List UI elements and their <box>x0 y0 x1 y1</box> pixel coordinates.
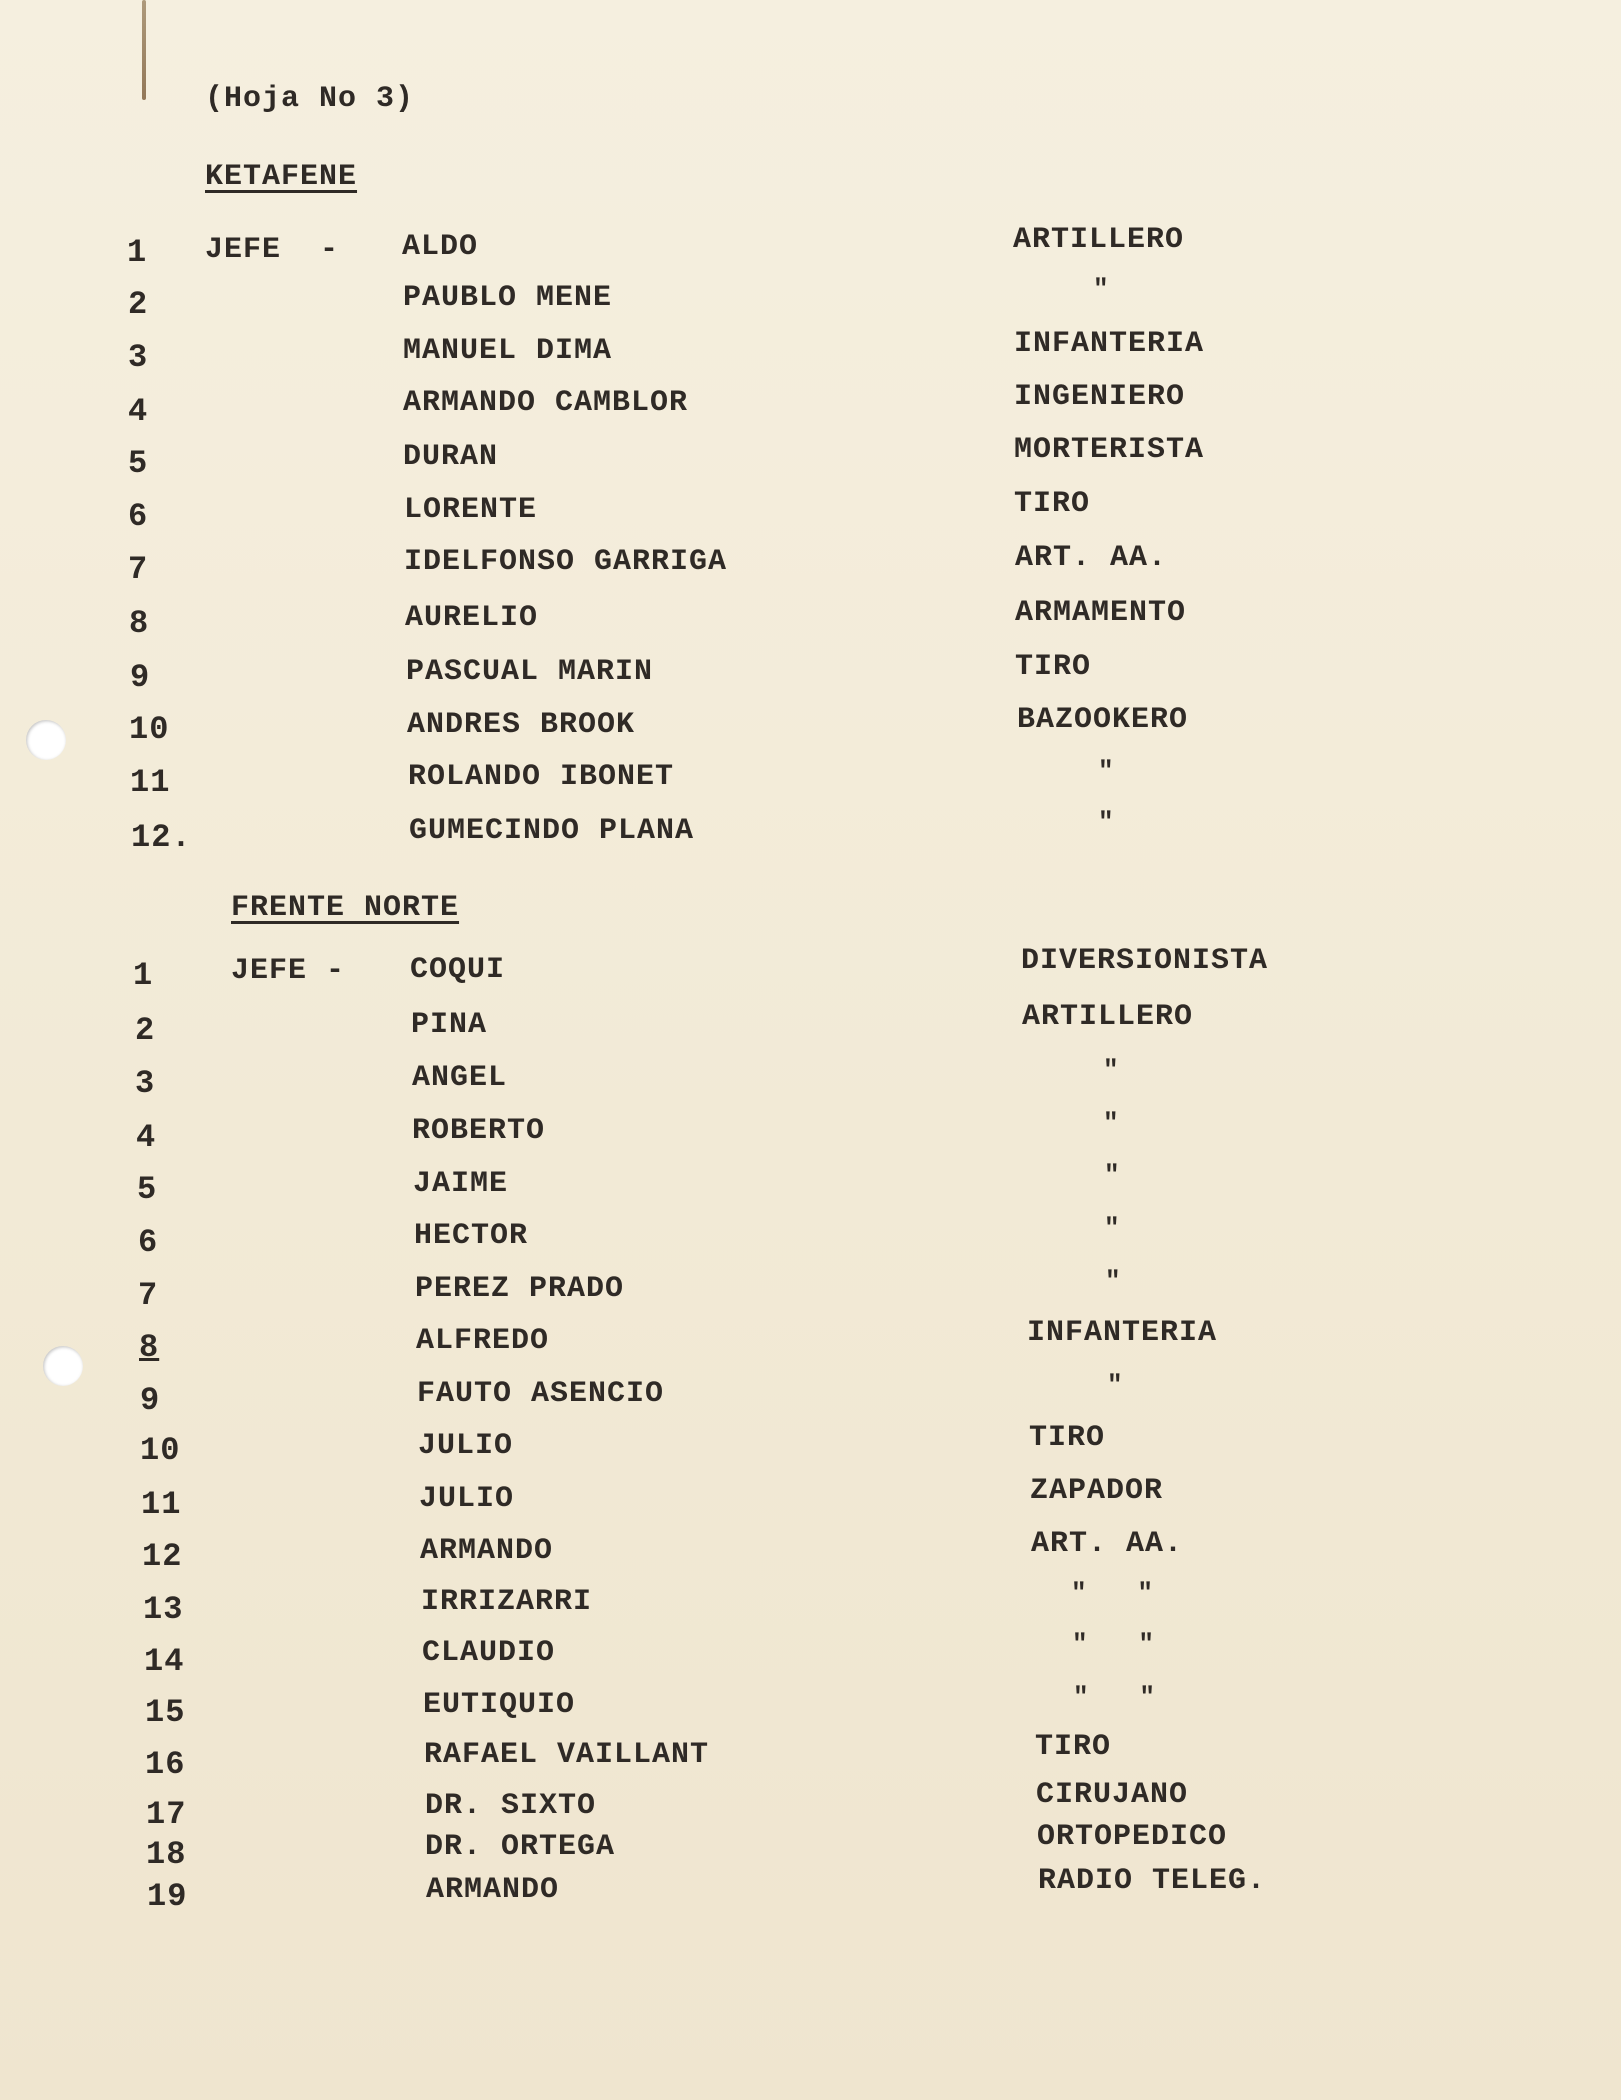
member-role-ditto: " " <box>1073 1682 1157 1712</box>
member-role: TIRO <box>1014 487 1091 521</box>
row-number: 7 <box>138 1277 159 1314</box>
member-name: ANGEL <box>412 1061 508 1095</box>
member-name: AURELIO <box>405 601 539 635</box>
member-role: ARTILLERO <box>1013 223 1185 257</box>
member-name: IRRIZARRI <box>421 1585 593 1619</box>
punch-hole-top <box>26 720 66 760</box>
member-role-ditto: " <box>1104 1160 1121 1190</box>
row-number: 3 <box>135 1065 156 1102</box>
member-role: TIRO <box>1029 1421 1106 1455</box>
member-name: ARMANDO CAMBLOR <box>403 386 689 420</box>
member-role: INFANTERIA <box>1014 327 1205 361</box>
member-name: MANUEL DIMA <box>403 334 613 368</box>
row-number: 11 <box>141 1486 182 1523</box>
member-role: TIRO <box>1035 1730 1112 1764</box>
member-name: RAFAEL VAILLANT <box>424 1738 710 1772</box>
chief-label-ketafene: JEFE <box>205 233 282 267</box>
member-name: FAUTO ASENCIO <box>417 1377 665 1411</box>
member-name: COQUI <box>410 953 506 987</box>
member-name: GUMECINDO PLANA <box>409 814 695 848</box>
row-number: 5 <box>137 1171 158 1208</box>
row-number: 1 <box>127 234 148 271</box>
chief-label-frente-norte: JEFE - <box>231 954 346 988</box>
row-number: 15 <box>145 1694 186 1731</box>
row-number: 19 <box>147 1878 188 1915</box>
member-name: PAUBLO MENE <box>403 281 613 315</box>
member-name: LORENTE <box>404 493 538 527</box>
member-name: DR. SIXTO <box>425 1789 597 1823</box>
row-number: 13 <box>143 1591 184 1628</box>
member-role-ditto: " <box>1098 756 1115 786</box>
row-number: 6 <box>128 498 149 535</box>
member-role: BAZOOKERO <box>1017 703 1189 737</box>
member-role: RADIO TELEG. <box>1038 1864 1267 1898</box>
member-name: ROLANDO IBONET <box>408 760 675 794</box>
row-number: 9 <box>140 1382 161 1419</box>
member-role-ditto: " " <box>1071 1578 1155 1608</box>
member-role-ditto: " <box>1107 1370 1124 1400</box>
member-role: ZAPADOR <box>1030 1474 1164 1508</box>
row-number: 7 <box>128 551 149 588</box>
row-number: 8 <box>139 1329 160 1366</box>
section-heading-ketafene: KETAFENE <box>205 160 358 194</box>
member-name: ARMANDO <box>420 1534 554 1568</box>
member-name: DR. ORTEGA <box>425 1830 616 1864</box>
member-name: JULIO <box>419 1482 515 1516</box>
member-role-ditto: " <box>1104 1213 1121 1243</box>
row-number: 1 <box>133 957 154 994</box>
member-role: MORTERISTA <box>1014 433 1205 467</box>
member-name: PASCUAL MARIN <box>406 655 654 689</box>
member-role-ditto: " <box>1093 274 1110 304</box>
member-role-ditto: " <box>1103 1108 1120 1138</box>
member-name: JAIME <box>413 1167 509 1201</box>
row-number: 17 <box>146 1796 187 1833</box>
staple-mark <box>142 0 146 100</box>
member-role-ditto: " <box>1098 807 1115 837</box>
row-number: 4 <box>128 393 149 430</box>
section-heading-frente-norte: FRENTE NORTE <box>231 891 460 925</box>
member-role: ORTOPEDICO <box>1037 1820 1228 1854</box>
row-number: 11 <box>130 764 171 801</box>
chief-dash-ketafene: - <box>320 233 340 267</box>
row-number: 2 <box>128 286 149 323</box>
row-number: 4 <box>136 1119 157 1156</box>
row-number: 18 <box>146 1836 187 1873</box>
member-name: ANDRES BROOK <box>407 708 636 742</box>
row-number: 12. <box>131 819 192 856</box>
member-name: JULIO <box>418 1429 514 1463</box>
member-name: ROBERTO <box>412 1114 546 1148</box>
row-number: 3 <box>128 339 149 376</box>
member-name: ALFREDO <box>416 1324 550 1358</box>
member-name: ARMANDO <box>426 1873 560 1907</box>
row-number: 5 <box>128 445 149 482</box>
member-role: ART. AA. <box>1015 541 1168 575</box>
member-role: INGENIERO <box>1014 380 1186 414</box>
member-name: PINA <box>411 1008 488 1042</box>
member-role: TIRO <box>1015 650 1092 684</box>
row-number: 2 <box>135 1012 156 1049</box>
row-number: 14 <box>144 1643 185 1680</box>
member-role: DIVERSIONISTA <box>1021 944 1269 978</box>
member-role: ARTILLERO <box>1022 1000 1194 1034</box>
member-role: ARMAMENTO <box>1015 596 1187 630</box>
sheet-label: (Hoja No 3) <box>205 82 415 116</box>
member-name: EUTIQUIO <box>423 1688 576 1722</box>
row-number: 16 <box>145 1746 186 1783</box>
row-number: 9 <box>130 659 151 696</box>
member-name: IDELFONSO GARRIGA <box>404 545 728 579</box>
member-name: CLAUDIO <box>422 1636 556 1670</box>
member-name: DURAN <box>403 440 499 474</box>
row-number: 6 <box>138 1224 159 1261</box>
member-role-ditto: " " <box>1072 1629 1156 1659</box>
row-number: 10 <box>140 1432 181 1469</box>
row-number: 10 <box>129 711 170 748</box>
member-role: CIRUJANO <box>1036 1778 1189 1812</box>
row-number: 12 <box>142 1538 183 1575</box>
member-role-ditto: " <box>1105 1266 1122 1296</box>
member-role: ART. AA. <box>1031 1527 1184 1561</box>
member-name: HECTOR <box>414 1219 529 1253</box>
member-name: PEREZ PRADO <box>415 1272 625 1306</box>
punch-hole-bottom <box>43 1346 83 1386</box>
member-name: ALDO <box>402 230 479 264</box>
member-role: INFANTERIA <box>1027 1316 1218 1350</box>
member-role-ditto: " <box>1103 1055 1120 1085</box>
row-number: 8 <box>129 605 150 642</box>
